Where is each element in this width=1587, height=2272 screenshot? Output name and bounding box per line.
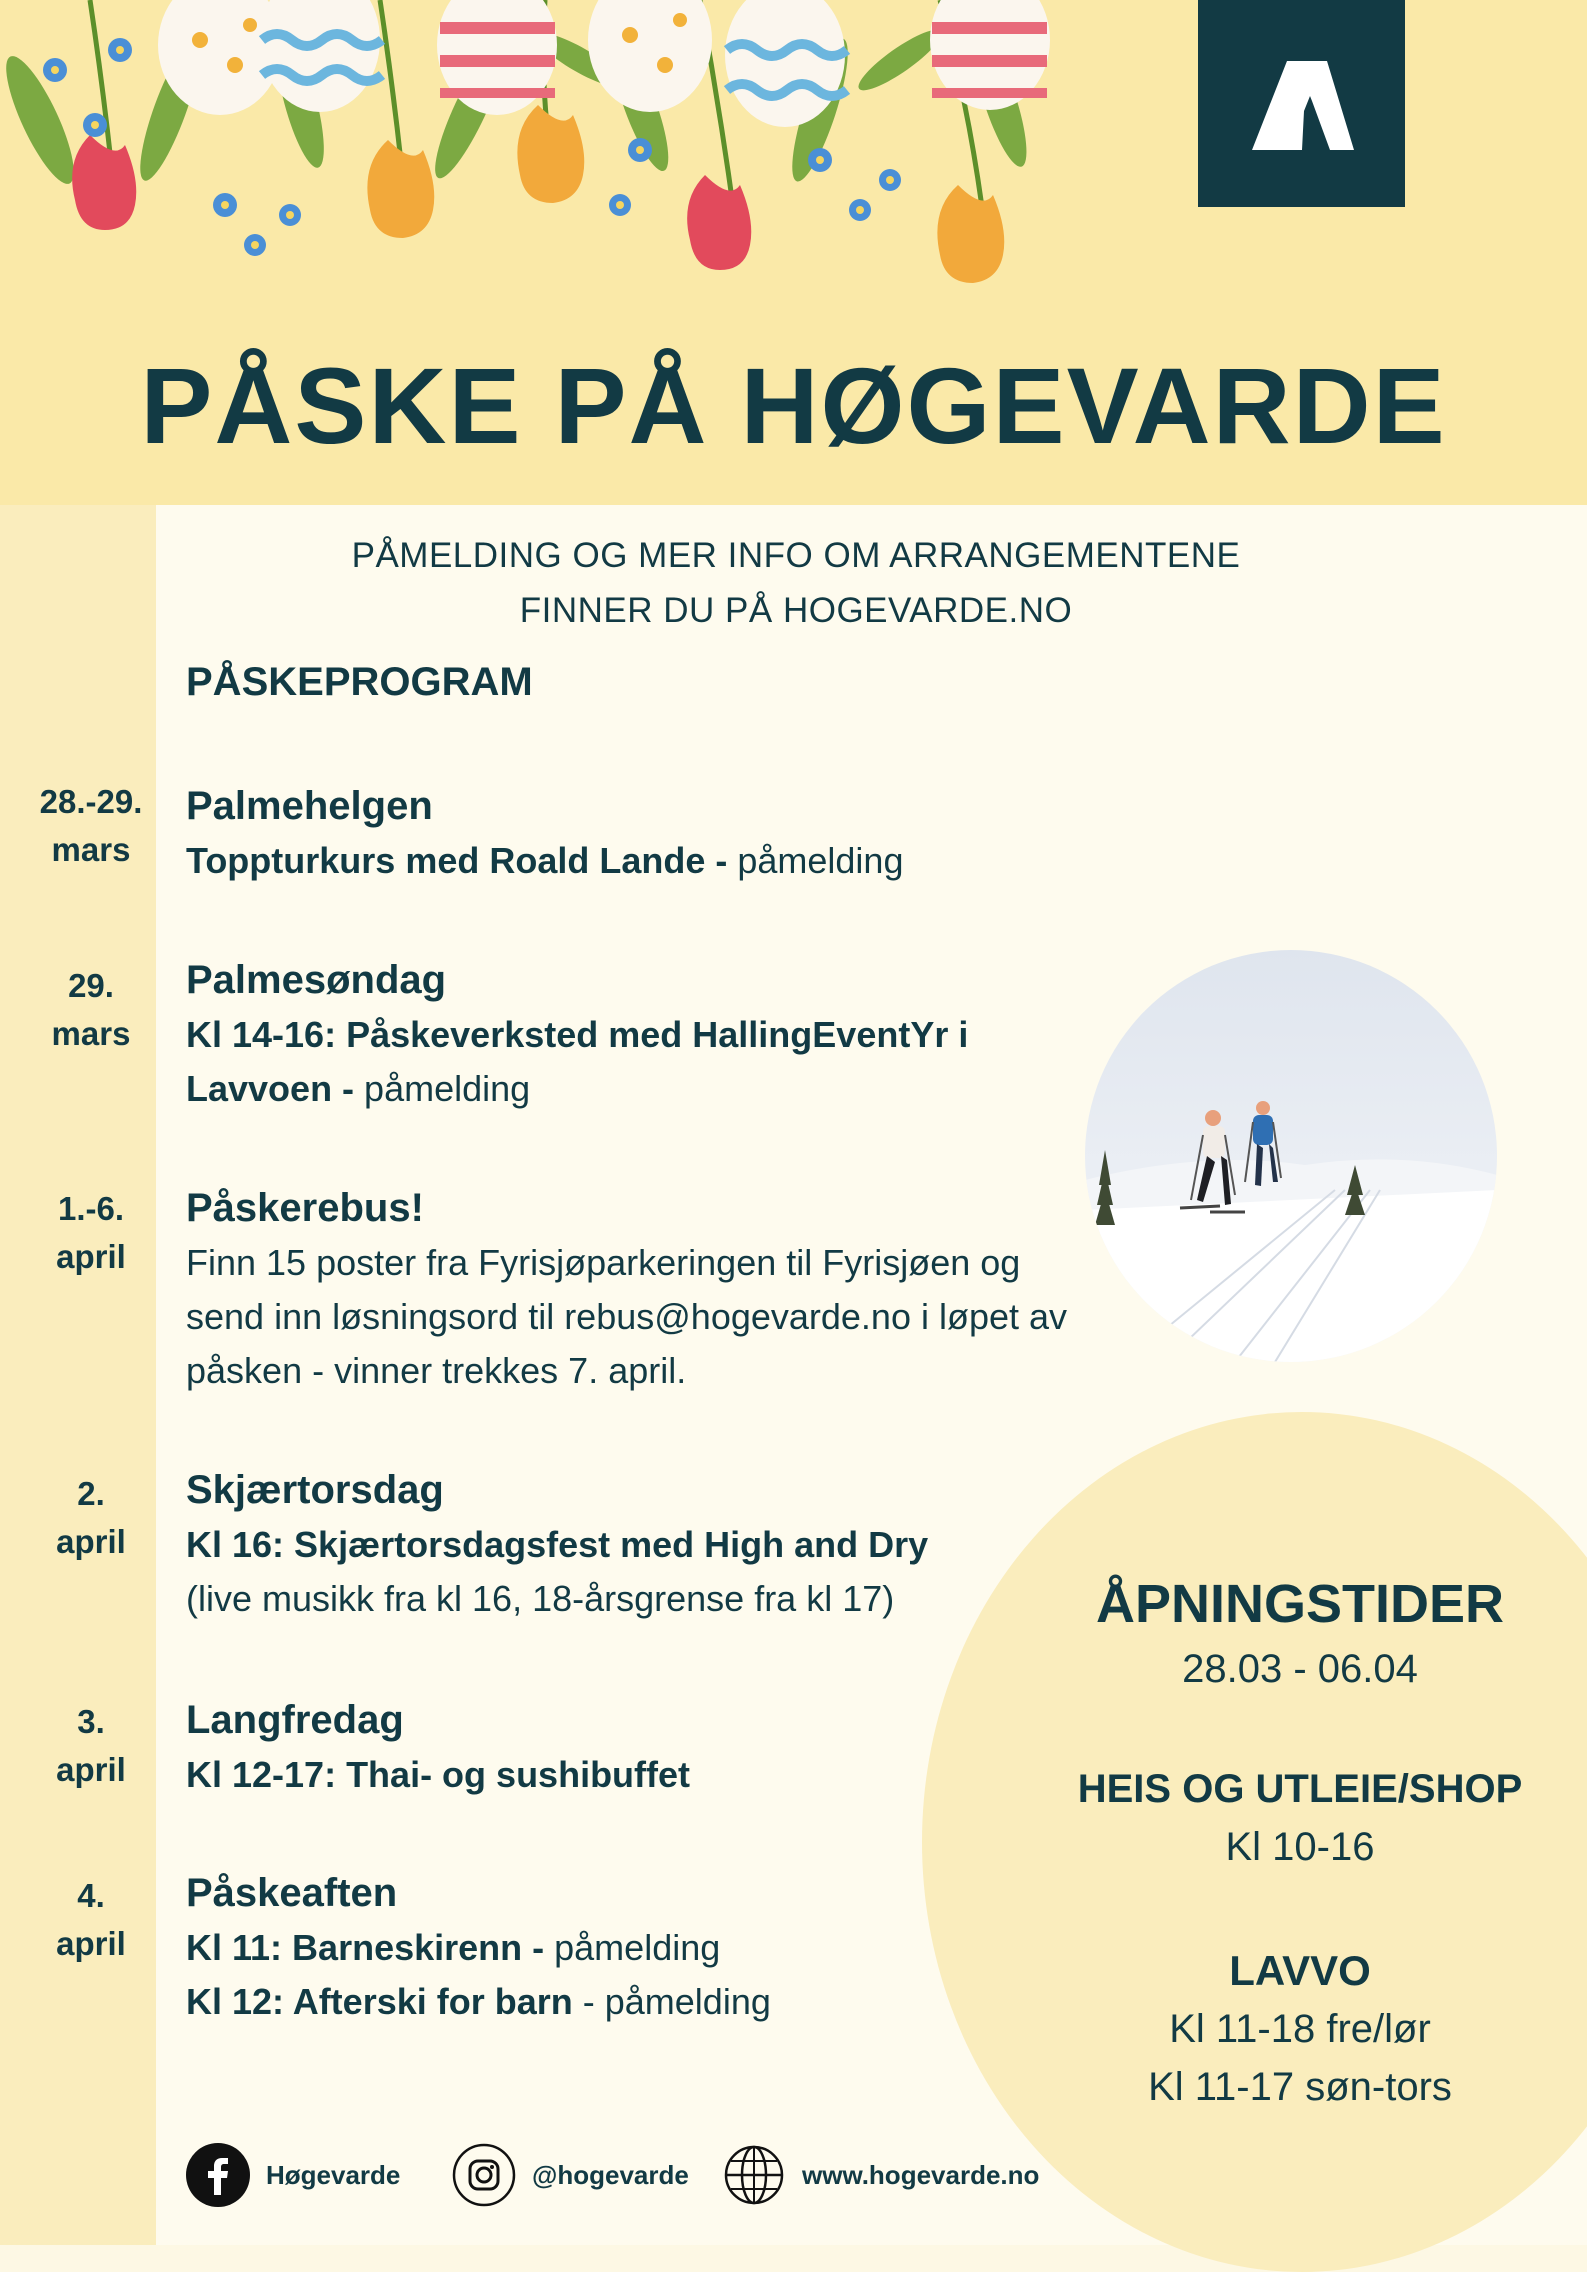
event-skjaertorsdag — [186, 1462, 1166, 1626]
event-detail: Kl 16: Skjærtorsdagsfest med High and Dry — [186, 1524, 929, 1565]
event-line — [186, 1921, 1166, 1975]
event-title: Palmehelgen — [186, 784, 433, 828]
event-date-day: 29. — [68, 967, 114, 1004]
event-line — [186, 1062, 1166, 1116]
mountain-logo-icon — [1242, 56, 1362, 151]
facebook-link[interactable] — [186, 2140, 400, 2210]
event-title: Påskeaften — [186, 1871, 398, 1915]
event-date — [0, 1185, 182, 1281]
opening-dates: 28.03 - 06.04 — [1182, 1647, 1418, 1691]
intro-line: FINNER DU PÅ HOGEVARDE.NO — [519, 591, 1073, 630]
event-date-day: 28.-29. — [39, 783, 143, 820]
event-title: Skjærtorsdag — [186, 1468, 444, 1512]
event-date — [0, 1872, 182, 1968]
event-paskeaften — [186, 1865, 1166, 2029]
event-detail: Kl 12-17: Thai- og sushibuffet — [186, 1754, 691, 1795]
event-palmesondag — [186, 952, 1166, 1116]
event-date — [0, 962, 182, 1058]
event-description: påsken - vinner trekkes 7. april. — [186, 1350, 687, 1391]
globe-icon — [722, 2143, 786, 2207]
facebook-handle: Høgevarde — [266, 2159, 401, 2190]
event-palmehelgen — [186, 778, 1166, 888]
event-line — [186, 834, 1166, 888]
event-date-month: april — [56, 1523, 126, 1560]
lavvo-hours — [1035, 1942, 1565, 2116]
website-link[interactable] — [722, 2140, 1039, 2210]
lavvo-hours-value: Kl 11-17 søn-tors — [1148, 2065, 1452, 2109]
event-date — [0, 1470, 182, 1566]
event-signup[interactable]: påmelding — [354, 1068, 531, 1109]
lift-heading: HEIS OG UTLEIE/SHOP — [1077, 1767, 1523, 1811]
event-detail: Lavvoen - — [186, 1068, 355, 1109]
program-heading: PÅSKEPROGRAM — [186, 660, 533, 704]
event-signup[interactable]: påmelding — [544, 1927, 721, 1968]
event-date-month: mars — [51, 1015, 131, 1052]
lavvo-hours-value: Kl 11-18 fre/lør — [1169, 2007, 1431, 2051]
header-banner — [0, 0, 1587, 505]
event-date-day: 2. — [77, 1475, 105, 1512]
hogevarde-logo[interactable] — [1198, 0, 1405, 207]
event-title: Palmesøndag — [186, 958, 447, 1002]
event-detail: Kl 14-16: Påskeverksted med HallingEventYr i — [186, 1014, 969, 1055]
event-detail: Kl 12: Afterski for barn — [186, 1981, 573, 2022]
event-title: Påskerebus! — [186, 1186, 424, 1230]
opening-hours — [1035, 1572, 1565, 1698]
event-detail: Kl 11: Barneskirenn - — [186, 1927, 545, 1968]
event-date — [0, 778, 182, 874]
event-date-day: 4. — [77, 1877, 105, 1914]
lift-hours-value: Kl 10-16 — [1225, 1825, 1375, 1869]
page-title: PÅSKE PÅ HØGEVARDE — [140, 345, 1447, 466]
event-description: (live musikk fra kl 16, 18-årsgrense fra kl 17) — [186, 1578, 895, 1619]
event-date-month: mars — [51, 831, 131, 868]
event-date-day: 3. — [77, 1703, 105, 1740]
event-date-month: april — [56, 1925, 126, 1962]
event-date-month: april — [56, 1751, 126, 1788]
event-signup[interactable]: - påmelding — [572, 1981, 771, 2022]
lavvo-heading: LAVVO — [1229, 1947, 1371, 1994]
instagram-handle: @hogevarde — [532, 2159, 689, 2190]
event-date-day: 1.-6. — [57, 1190, 125, 1227]
intro-text — [156, 528, 1436, 638]
cross-country-ski-photo — [1085, 950, 1497, 1362]
event-date — [0, 1698, 182, 1794]
event-langfredag — [186, 1692, 1166, 1802]
intro-line: PÅMELDING OG MER INFO OM ARRANGEMENTENE — [351, 536, 1241, 575]
event-title: Langfredag — [186, 1698, 404, 1742]
date-column — [0, 505, 156, 2245]
event-description: Finn 15 poster fra Fyrisjøparkeringen til Fyrisjøen og — [186, 1242, 1021, 1283]
event-signup[interactable]: påmelding — [727, 840, 904, 881]
event-description: send inn løsningsord til rebus@hogevarde.no i løpet av — [186, 1296, 1068, 1337]
event-paskerebus — [186, 1180, 1166, 1398]
instagram-icon — [452, 2143, 516, 2207]
event-detail: Toppturkurs med Roald Lande - — [186, 840, 728, 881]
event-date-month: april — [56, 1238, 126, 1275]
opening-hours-heading: ÅPNINGSTIDER — [1095, 1574, 1505, 1634]
instagram-link[interactable] — [452, 2140, 689, 2210]
lift-hours — [1035, 1760, 1565, 1876]
website-url: www.hogevarde.no — [802, 2159, 1040, 2190]
facebook-icon — [186, 2143, 250, 2207]
event-line — [186, 1975, 1166, 2029]
easter-flowers-illustration — [0, 0, 1070, 350]
